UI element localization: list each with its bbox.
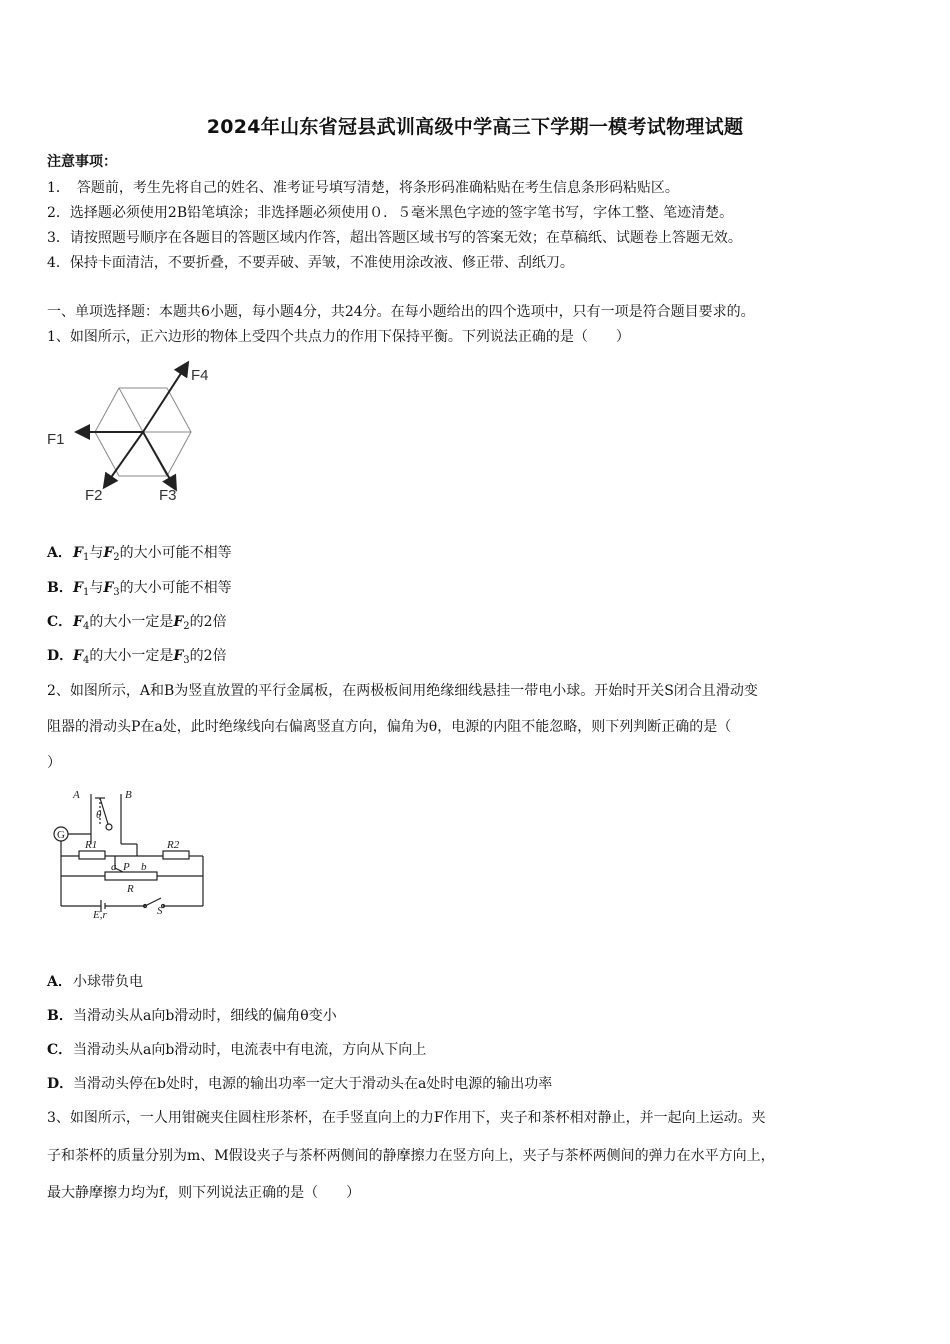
force-f2-arrow: [105, 432, 143, 486]
option-letter: C．: [47, 1042, 73, 1058]
q2-circuit-figure: [45, 784, 215, 922]
q2-option-b[interactable]: [47, 1006, 337, 1026]
label-r: R: [127, 883, 134, 895]
q1-option-b[interactable]: B．$F_1$与$F_3$的大小可能不相等: [47, 580, 232, 598]
option-text: 当滑动头停在b处时，电源的输出功率一定大于滑动头在a处时电源的输出功率: [73, 1076, 553, 1092]
option-text: 小球带负电: [73, 974, 143, 990]
option-letter: C．: [47, 614, 73, 630]
label-er: E,r: [93, 909, 107, 921]
label-g: G: [57, 829, 65, 841]
q1-stem: 1、如图所示，正六边形的物体上受四个共点力的作用下保持平衡。下列说法正确的是（ ）: [47, 329, 630, 345]
option-letter: D．: [47, 648, 74, 664]
note-item-1: 1． 答题前，考生先将自己的姓名、准考证号填写清楚，将条形码准确粘贴在考生信息条形码粘贴区。: [47, 180, 679, 196]
label-f4: F4: [191, 367, 209, 384]
force-f3-arrow: [143, 432, 175, 488]
note-item-2: 2．选择题必须使用2B铅笔填涂；非选择题必须使用０．５毫米黑色字迹的签字笔书写，字体工整、笔迹清楚。: [47, 205, 734, 221]
label-r2: R2: [167, 839, 180, 851]
rheostat-r: [105, 872, 157, 880]
q3-stem-line-1: 3、如图所示，一人用钳碗夹住圆柱形茶杯，在手竖直向上的力F作用下，夹子和茶杯相对静止，并一起向上运动。夹: [47, 1110, 766, 1126]
q3-stem-line-3: 最大静摩擦力均为f，则下列说法正确的是（ ）: [47, 1185, 361, 1201]
label-p: P: [123, 861, 130, 873]
resistor-r2: [163, 851, 189, 859]
note-item-3: 3．请按照题号顺序在各题目的答题区域内作答，超出答题区域书写的答案无效；在草稿纸、试题卷上答题无效。: [47, 230, 742, 246]
q2-option-a[interactable]: [47, 972, 143, 992]
q2-option-d[interactable]: [47, 1074, 552, 1094]
exam-title: 2024年山东省冠县武训高级中学高三下学期一模考试物理试题: [206, 116, 744, 138]
label-b: b: [141, 861, 147, 873]
option-letter: D．: [47, 1076, 74, 1092]
notes-heading: 注意事项：: [47, 154, 117, 170]
label-f2: F2: [85, 487, 103, 504]
resistor-r1: [79, 851, 105, 859]
force-f4-arrow: [143, 364, 187, 432]
option-letter: A．: [47, 545, 72, 561]
section-heading: 一、单项选择题：本题共6小题，每小题4分，共24分。在每小题给出的四个选项中，只有一项是符合题目要求的。: [47, 304, 755, 320]
q1-option-a[interactable]: A．$F_1$与$F_2$的大小可能不相等: [47, 545, 232, 563]
q2-stem-line-3: ）: [47, 755, 61, 771]
label-f1: F1: [47, 431, 65, 448]
q2-stem-line-1: 2、如图所示，A和B为竖直放置的平行金属板，在两极板间用绝缘细线悬挂一带电小球。开始时开关S闭合且滑动变: [47, 683, 758, 699]
label-a-plate: A: [73, 789, 80, 801]
q1-hexagon-figure: [45, 360, 225, 510]
option-letter: B．: [47, 1008, 73, 1024]
option-text: 当滑动头从a向b滑动时，电流表中有电流，方向从下向上: [73, 1042, 427, 1058]
q3-stem-line-2: 子和茶杯的质量分别为m、M假设夹子与茶杯两侧间的静摩擦力在竖方向上，夹子与茶杯两侧间的弹力在水平方向上，: [47, 1148, 775, 1164]
label-s: S: [157, 905, 163, 917]
note-item-4: 4．保持卡面清洁，不要折叠，不要弄破、弄皱，不准使用涂改液、修正带、刮纸刀。: [47, 255, 574, 271]
option-text: 当滑动头从a向b滑动时，细线的偏角θ变小: [73, 1008, 337, 1024]
q2-option-c[interactable]: [47, 1040, 426, 1060]
q2-stem-line-2: 阻器的滑动头P在a处，此时绝缘线向右偏离竖直方向，偏角为θ，电源的内阻不能忽略，则下列判断正确的是（: [47, 719, 732, 735]
label-b-plate: B: [125, 789, 132, 801]
option-letter: B．: [47, 580, 73, 596]
q1-option-c[interactable]: C．$F_4$的大小一定是$F_2$的2倍: [47, 614, 227, 632]
charged-ball: [106, 824, 112, 830]
label-a: a: [111, 861, 117, 873]
q1-option-d[interactable]: D．$F_4$的大小一定是$F_3$的2倍: [47, 648, 227, 666]
option-letter: A．: [47, 974, 72, 990]
label-f3: F3: [159, 487, 177, 504]
label-theta: θ: [96, 809, 102, 821]
label-r1: R1: [85, 839, 98, 851]
